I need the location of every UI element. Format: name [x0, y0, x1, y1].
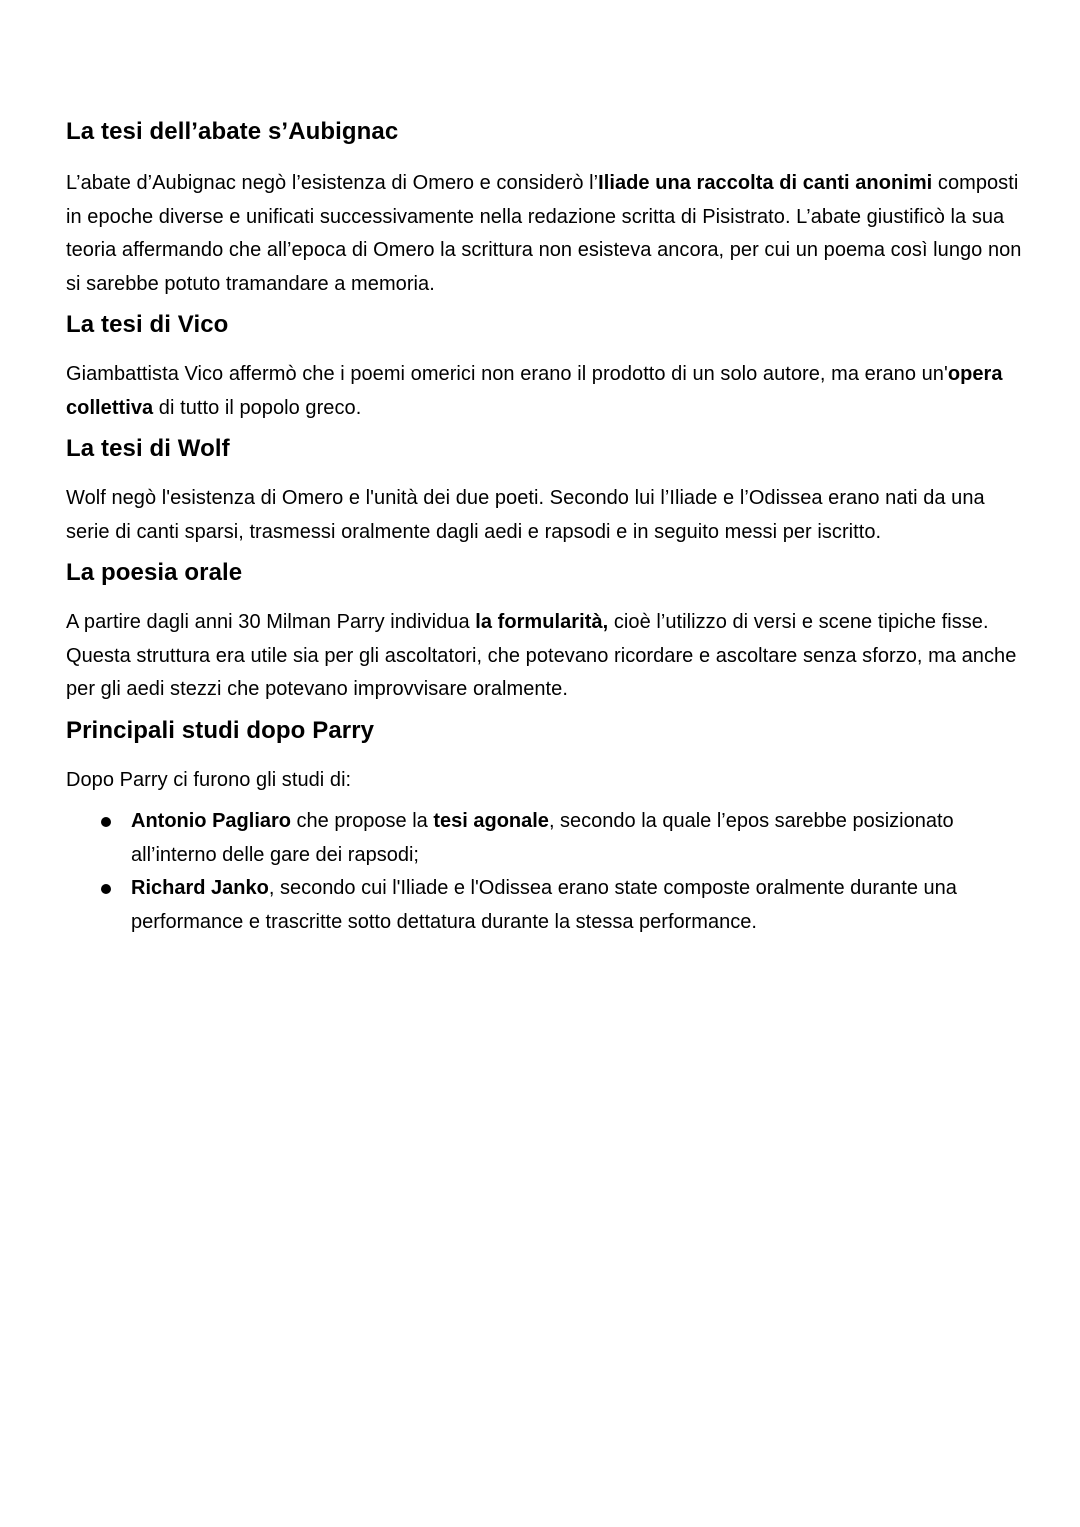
text-run: composti in epoche diverse e unificati successivamente nella redazione scritta di Pisistrato. L’abate giustificò la sua teoria affermando che all’epoca di Omero la scrittura non esisteva ancora, per cui un poema così lungo non si sarebbe potuto tramandare a memoria.	[66, 172, 1022, 295]
section-heading: La tesi di Wolf	[66, 435, 230, 462]
section-heading: Principali studi dopo Parry	[66, 716, 375, 744]
bold-text: la formularità,	[475, 611, 609, 633]
section-wolf	[66, 431, 1026, 549]
section-paragraph	[66, 606, 1026, 707]
bold-text: tesi agonale	[433, 810, 549, 832]
section-paragraph	[66, 358, 1026, 425]
section-heading: La tesi dell’abate s’Aubignac	[66, 118, 399, 145]
section-paragraph: Dopo Parry ci furono gli studi di:	[66, 768, 352, 791]
text-run: , secondo la quale l’epos sarebbe posizionato all’interno delle gare dei rapsodi;	[131, 810, 954, 866]
bold-text: Richard Janko	[131, 877, 269, 899]
text-run: A partire dagli anni 30 Milman Parry individua	[66, 611, 476, 633]
section-aubignac	[66, 114, 1026, 301]
section-vico	[66, 307, 1026, 425]
section-paragraph	[66, 167, 1026, 301]
text-run: L’abate d’Aubignac negò l’esistenza di Omero e considerò l’	[66, 172, 599, 194]
text-run: Giambattista Vico affermò che i poemi omerici non erano il prodotto di un solo autore, ma erano un'	[66, 363, 948, 385]
list-item	[66, 805, 1026, 872]
section-paragraph: Wolf negò l'esistenza di Omero e l'unità dei due poeti. Secondo lui l’Iliade e l’Odissea erano nati da una serie di canti sparsi, trasmessi oralmente dagli aedi e rapsodi e in seguito messi per iscritto.	[66, 487, 985, 543]
text-run: cioè l’utilizzo di versi e scene tipiche fisse. Questa struttura era utile sia per gli ascoltatori, che potevano ricordare e ascoltare senza sforzo, ma anche per gli aedi stezzi che potevano improvvisare oralmente.	[66, 611, 1017, 700]
bullet-list	[66, 805, 1026, 939]
bold-text: Antonio Pagliaro	[131, 810, 291, 832]
bullet-icon	[101, 817, 111, 827]
list-item	[66, 872, 1026, 939]
bullet-icon	[101, 884, 111, 894]
section-heading: La poesia orale	[66, 559, 243, 586]
document-page	[66, 114, 1026, 939]
section-studi-dopo-parry	[66, 713, 1026, 940]
section-heading: La tesi di Vico	[66, 311, 229, 338]
bold-text: opera collettiva	[66, 363, 1003, 419]
section-poesia-orale	[66, 555, 1026, 707]
bold-text: Iliade una raccolta di canti anonimi	[598, 172, 933, 194]
text-run: di tutto il popolo greco.	[153, 396, 362, 419]
text-run: , secondo cui l'Iliade e l'Odissea erano state composte oralmente durante una performance e trascritte sotto dettatura durante la stessa performance.	[131, 877, 957, 933]
text-run: che propose la	[291, 810, 434, 832]
